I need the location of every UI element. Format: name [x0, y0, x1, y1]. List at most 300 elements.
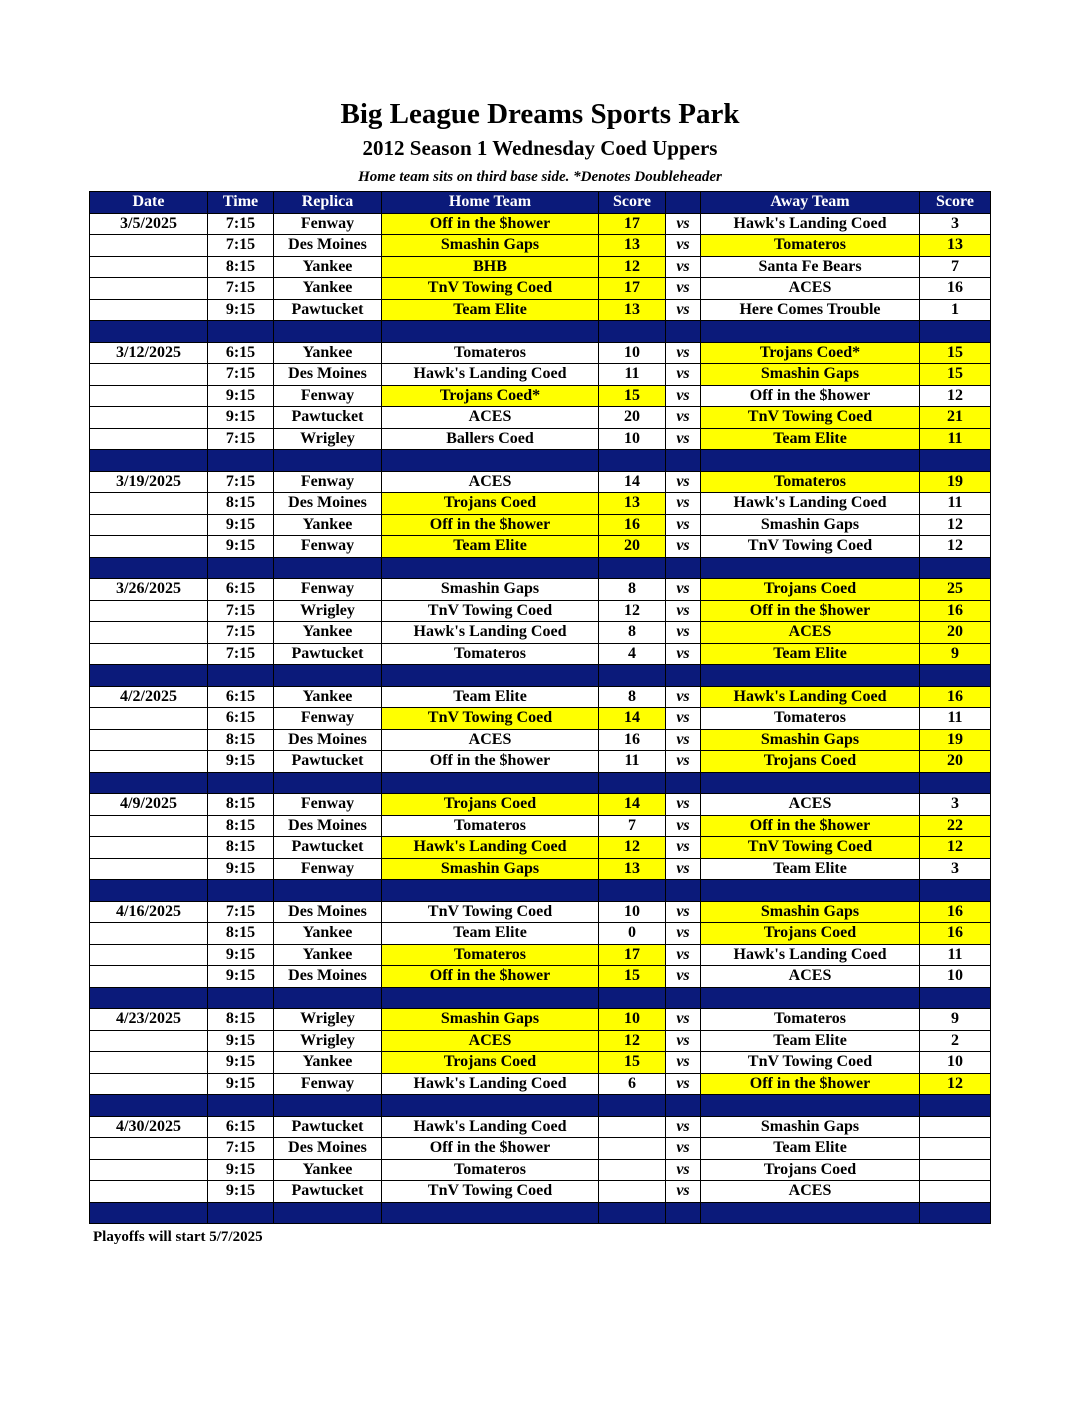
table-row	[90, 385, 991, 407]
home-team-cell: ACES	[382, 471, 599, 493]
replica-field-cell: Des Moines	[274, 1138, 382, 1160]
away-team-cell: Off in the $hower	[701, 385, 920, 407]
date-cell: 3/5/2025	[90, 213, 208, 235]
table-row	[90, 1073, 991, 1095]
separator-cell	[90, 1095, 208, 1117]
table-row	[90, 536, 991, 558]
home-team-cell: Smashin Gaps	[382, 1009, 599, 1031]
date-cell	[90, 278, 208, 300]
time-cell: 9:15	[208, 944, 274, 966]
home-team-cell: ACES	[382, 1030, 599, 1052]
vs-cell: vs	[666, 1181, 701, 1203]
table-row	[90, 643, 991, 665]
away-team-cell: Tomateros	[701, 1009, 920, 1031]
time-cell: 6:15	[208, 1116, 274, 1138]
table-row	[90, 794, 991, 816]
away-score-cell: 9	[920, 643, 991, 665]
replica-field-cell: Yankee	[274, 278, 382, 300]
home-team-cell: Team Elite	[382, 299, 599, 321]
time-cell: 7:15	[208, 622, 274, 644]
home-team-cell: Trojans Coed	[382, 493, 599, 515]
home-score-cell: 13	[599, 299, 666, 321]
home-score-cell: 10	[599, 1009, 666, 1031]
replica-field-cell: Wrigley	[274, 1009, 382, 1031]
separator-cell	[208, 987, 274, 1009]
table-row	[90, 901, 991, 923]
replica-field-cell: Fenway	[274, 536, 382, 558]
separator-cell	[90, 557, 208, 579]
replica-field-cell: Des Moines	[274, 235, 382, 257]
away-team-cell: Smashin Gaps	[701, 729, 920, 751]
separator-cell	[90, 665, 208, 687]
separator-cell	[274, 321, 382, 343]
separator-cell	[90, 321, 208, 343]
away-team-cell: Smashin Gaps	[701, 1116, 920, 1138]
away-team-cell: Off in the $hower	[701, 815, 920, 837]
table-row	[90, 278, 991, 300]
replica-field-cell: Yankee	[274, 256, 382, 278]
vs-cell: vs	[666, 385, 701, 407]
away-team-cell: Santa Fe Bears	[701, 256, 920, 278]
separator-cell	[666, 772, 701, 794]
vs-cell: vs	[666, 428, 701, 450]
away-team-cell: TnV Towing Coed	[701, 536, 920, 558]
time-cell: 7:15	[208, 643, 274, 665]
table-row	[90, 1052, 991, 1074]
away-team-cell: Trojans Coed	[701, 1159, 920, 1181]
home-score-cell: 15	[599, 1052, 666, 1074]
week-separator-row	[90, 880, 991, 902]
time-cell: 9:15	[208, 407, 274, 429]
away-team-cell: Team Elite	[701, 428, 920, 450]
separator-cell	[382, 1095, 599, 1117]
replica-field-cell: Fenway	[274, 794, 382, 816]
date-cell: 4/9/2025	[90, 794, 208, 816]
replica-field-cell: Fenway	[274, 1073, 382, 1095]
replica-field-cell: Wrigley	[274, 600, 382, 622]
home-score-cell: 17	[599, 278, 666, 300]
away-team-cell: Trojans Coed	[701, 751, 920, 773]
away-score-cell: 15	[920, 364, 991, 386]
time-cell: 7:15	[208, 364, 274, 386]
away-team-cell: Team Elite	[701, 1138, 920, 1160]
home-score-cell: 10	[599, 342, 666, 364]
table-row	[90, 579, 991, 601]
separator-cell	[920, 321, 991, 343]
date-cell	[90, 622, 208, 644]
time-cell: 8:15	[208, 729, 274, 751]
home-score-cell: 15	[599, 385, 666, 407]
separator-cell	[382, 557, 599, 579]
separator-cell	[274, 987, 382, 1009]
home-team-cell: Hawk's Landing Coed	[382, 837, 599, 859]
away-score-cell: 25	[920, 579, 991, 601]
table-row	[90, 235, 991, 257]
header-away-score: Score	[920, 192, 991, 214]
replica-field-cell: Yankee	[274, 944, 382, 966]
week-separator-row	[90, 1202, 991, 1224]
vs-cell: vs	[666, 342, 701, 364]
away-score-cell: 3	[920, 858, 991, 880]
header-replica: Replica	[274, 192, 382, 214]
date-cell	[90, 1138, 208, 1160]
separator-cell	[208, 665, 274, 687]
table-row	[90, 299, 991, 321]
home-score-cell: 10	[599, 901, 666, 923]
home-team-cell: TnV Towing Coed	[382, 1181, 599, 1203]
away-team-cell: Here Comes Trouble	[701, 299, 920, 321]
away-score-cell: 11	[920, 493, 991, 515]
separator-cell	[274, 880, 382, 902]
home-team-cell: Team Elite	[382, 536, 599, 558]
replica-field-cell: Des Moines	[274, 815, 382, 837]
time-cell: 7:15	[208, 1138, 274, 1160]
vs-cell: vs	[666, 407, 701, 429]
vs-cell: vs	[666, 729, 701, 751]
page-title: Big League Dreams Sports Park	[340, 98, 740, 130]
separator-cell	[274, 450, 382, 472]
table-row	[90, 622, 991, 644]
away-score-cell: 12	[920, 536, 991, 558]
separator-cell	[382, 1202, 599, 1224]
away-score-cell: 16	[920, 686, 991, 708]
separator-cell	[208, 321, 274, 343]
replica-field-cell: Yankee	[274, 622, 382, 644]
away-score-cell	[920, 1159, 991, 1181]
away-team-cell: TnV Towing Coed	[701, 1052, 920, 1074]
separator-cell	[208, 1095, 274, 1117]
time-cell: 7:15	[208, 278, 274, 300]
home-team-cell: ACES	[382, 729, 599, 751]
table-row	[90, 837, 991, 859]
vs-cell: vs	[666, 622, 701, 644]
home-team-cell: Off in the $hower	[382, 213, 599, 235]
schedule-body	[90, 213, 991, 1224]
home-score-cell	[599, 1181, 666, 1203]
replica-field-cell: Fenway	[274, 213, 382, 235]
away-team-cell: Team Elite	[701, 858, 920, 880]
date-cell: 3/12/2025	[90, 342, 208, 364]
table-row	[90, 256, 991, 278]
away-score-cell: 2	[920, 1030, 991, 1052]
vs-cell: vs	[666, 278, 701, 300]
date-cell	[90, 1073, 208, 1095]
time-cell: 9:15	[208, 1030, 274, 1052]
separator-cell	[208, 557, 274, 579]
separator-cell	[274, 557, 382, 579]
date-cell	[90, 815, 208, 837]
away-team-cell: Smashin Gaps	[701, 901, 920, 923]
table-row	[90, 1138, 991, 1160]
vs-cell: vs	[666, 858, 701, 880]
week-separator-row	[90, 1095, 991, 1117]
home-team-cell: Hawk's Landing Coed	[382, 622, 599, 644]
vs-cell: vs	[666, 1116, 701, 1138]
separator-cell	[920, 772, 991, 794]
time-cell: 9:15	[208, 858, 274, 880]
home-score-cell: 6	[599, 1073, 666, 1095]
home-score-cell	[599, 1138, 666, 1160]
away-team-cell: Tomateros	[701, 708, 920, 730]
date-cell	[90, 1159, 208, 1181]
week-separator-row	[90, 665, 991, 687]
separator-cell	[666, 987, 701, 1009]
date-cell: 3/26/2025	[90, 579, 208, 601]
date-cell	[90, 235, 208, 257]
vs-cell: vs	[666, 815, 701, 837]
table-row	[90, 815, 991, 837]
separator-cell	[382, 987, 599, 1009]
replica-field-cell: Des Moines	[274, 966, 382, 988]
time-cell: 9:15	[208, 1073, 274, 1095]
away-score-cell: 11	[920, 944, 991, 966]
vs-cell: vs	[666, 600, 701, 622]
separator-cell	[599, 987, 666, 1009]
date-cell	[90, 1181, 208, 1203]
away-team-cell: ACES	[701, 1181, 920, 1203]
replica-field-cell: Fenway	[274, 708, 382, 730]
date-cell	[90, 428, 208, 450]
date-cell	[90, 708, 208, 730]
home-team-cell: Tomateros	[382, 1159, 599, 1181]
time-cell: 9:15	[208, 536, 274, 558]
vs-cell: vs	[666, 944, 701, 966]
away-score-cell	[920, 1138, 991, 1160]
time-cell: 8:15	[208, 923, 274, 945]
separator-cell	[208, 880, 274, 902]
vs-cell: vs	[666, 686, 701, 708]
vs-cell: vs	[666, 256, 701, 278]
away-score-cell: 12	[920, 514, 991, 536]
week-separator-row	[90, 772, 991, 794]
away-team-cell: TnV Towing Coed	[701, 837, 920, 859]
table-row	[90, 514, 991, 536]
date-cell: 4/23/2025	[90, 1009, 208, 1031]
separator-cell	[701, 450, 920, 472]
away-score-cell: 20	[920, 622, 991, 644]
replica-field-cell: Yankee	[274, 342, 382, 364]
home-team-cell: Smashin Gaps	[382, 579, 599, 601]
home-team-cell: TnV Towing Coed	[382, 278, 599, 300]
week-separator-row	[90, 321, 991, 343]
home-score-cell: 14	[599, 471, 666, 493]
time-cell: 9:15	[208, 1181, 274, 1203]
away-score-cell	[920, 1116, 991, 1138]
table-row	[90, 1116, 991, 1138]
vs-cell: vs	[666, 708, 701, 730]
replica-field-cell: Fenway	[274, 579, 382, 601]
home-team-cell: BHB	[382, 256, 599, 278]
away-score-cell: 12	[920, 837, 991, 859]
table-row	[90, 751, 991, 773]
away-team-cell: Off in the $hower	[701, 1073, 920, 1095]
replica-field-cell: Pawtucket	[274, 407, 382, 429]
separator-cell	[274, 1095, 382, 1117]
away-score-cell: 13	[920, 235, 991, 257]
away-team-cell: Team Elite	[701, 643, 920, 665]
time-cell: 9:15	[208, 966, 274, 988]
away-team-cell: ACES	[701, 622, 920, 644]
away-score-cell: 16	[920, 901, 991, 923]
away-score-cell: 1	[920, 299, 991, 321]
time-cell: 7:15	[208, 471, 274, 493]
date-cell	[90, 536, 208, 558]
separator-cell	[90, 1202, 208, 1224]
separator-cell	[701, 880, 920, 902]
home-score-cell: 16	[599, 514, 666, 536]
table-row	[90, 1159, 991, 1181]
week-separator-row	[90, 557, 991, 579]
home-team-cell: Trojans Coed*	[382, 385, 599, 407]
home-score-cell	[599, 1159, 666, 1181]
home-team-cell: Tomateros	[382, 643, 599, 665]
vs-cell: vs	[666, 493, 701, 515]
vs-cell: vs	[666, 1052, 701, 1074]
date-cell	[90, 751, 208, 773]
away-score-cell: 11	[920, 708, 991, 730]
separator-cell	[666, 321, 701, 343]
separator-cell	[382, 321, 599, 343]
date-cell	[90, 923, 208, 945]
date-cell	[90, 364, 208, 386]
separator-cell	[920, 450, 991, 472]
time-cell: 7:15	[208, 428, 274, 450]
date-cell: 3/19/2025	[90, 471, 208, 493]
replica-field-cell: Des Moines	[274, 493, 382, 515]
away-score-cell: 7	[920, 256, 991, 278]
time-cell: 8:15	[208, 794, 274, 816]
table-row	[90, 1181, 991, 1203]
time-cell: 8:15	[208, 493, 274, 515]
replica-field-cell: Wrigley	[274, 428, 382, 450]
separator-cell	[920, 557, 991, 579]
home-team-cell: Off in the $hower	[382, 1138, 599, 1160]
vs-cell: vs	[666, 1138, 701, 1160]
home-score-cell: 8	[599, 579, 666, 601]
home-team-cell: Tomateros	[382, 944, 599, 966]
date-cell	[90, 858, 208, 880]
separator-cell	[920, 1095, 991, 1117]
time-cell: 9:15	[208, 1052, 274, 1074]
home-score-cell: 0	[599, 923, 666, 945]
away-score-cell: 15	[920, 342, 991, 364]
away-team-cell: Trojans Coed*	[701, 342, 920, 364]
home-team-cell: TnV Towing Coed	[382, 600, 599, 622]
separator-cell	[599, 880, 666, 902]
home-team-note: Home team sits on third base side. *Denotes Doubleheader	[358, 169, 722, 185]
away-team-cell: Hawk's Landing Coed	[701, 213, 920, 235]
separator-cell	[666, 665, 701, 687]
date-cell: 4/2/2025	[90, 686, 208, 708]
table-row	[90, 364, 991, 386]
table-row	[90, 708, 991, 730]
away-score-cell: 10	[920, 1052, 991, 1074]
separator-cell	[701, 665, 920, 687]
separator-cell	[208, 772, 274, 794]
away-team-cell: TnV Towing Coed	[701, 407, 920, 429]
away-team-cell: Hawk's Landing Coed	[701, 686, 920, 708]
separator-cell	[90, 772, 208, 794]
table-row	[90, 342, 991, 364]
date-cell: 4/16/2025	[90, 901, 208, 923]
home-score-cell: 20	[599, 407, 666, 429]
date-cell	[90, 600, 208, 622]
home-team-cell: Smashin Gaps	[382, 235, 599, 257]
separator-cell	[599, 321, 666, 343]
separator-cell	[382, 665, 599, 687]
home-score-cell: 11	[599, 364, 666, 386]
time-cell: 7:15	[208, 901, 274, 923]
time-cell: 6:15	[208, 686, 274, 708]
separator-cell	[599, 557, 666, 579]
date-cell	[90, 407, 208, 429]
header-home-team: Home Team	[382, 192, 599, 214]
home-score-cell: 12	[599, 837, 666, 859]
away-score-cell: 16	[920, 600, 991, 622]
time-cell: 6:15	[208, 579, 274, 601]
time-cell: 8:15	[208, 1009, 274, 1031]
home-team-cell: Off in the $hower	[382, 751, 599, 773]
home-score-cell: 17	[599, 944, 666, 966]
vs-cell: vs	[666, 1073, 701, 1095]
vs-cell: vs	[666, 235, 701, 257]
replica-field-cell: Des Moines	[274, 729, 382, 751]
home-score-cell: 8	[599, 686, 666, 708]
time-cell: 9:15	[208, 514, 274, 536]
away-score-cell: 20	[920, 751, 991, 773]
time-cell: 9:15	[208, 385, 274, 407]
home-team-cell: ACES	[382, 407, 599, 429]
replica-field-cell: Yankee	[274, 514, 382, 536]
home-team-cell: Tomateros	[382, 815, 599, 837]
home-team-cell: Off in the $hower	[382, 514, 599, 536]
replica-field-cell: Fenway	[274, 385, 382, 407]
separator-cell	[599, 772, 666, 794]
table-row	[90, 213, 991, 235]
away-score-cell: 3	[920, 213, 991, 235]
home-team-cell: Hawk's Landing Coed	[382, 364, 599, 386]
separator-cell	[666, 1095, 701, 1117]
header-vs	[666, 192, 701, 214]
replica-field-cell: Pawtucket	[274, 751, 382, 773]
home-score-cell: 14	[599, 708, 666, 730]
header-away-team: Away Team	[701, 192, 920, 214]
away-team-cell: Smashin Gaps	[701, 364, 920, 386]
home-score-cell: 10	[599, 428, 666, 450]
home-score-cell: 16	[599, 729, 666, 751]
separator-cell	[382, 450, 599, 472]
time-cell: 7:15	[208, 213, 274, 235]
home-team-cell: TnV Towing Coed	[382, 708, 599, 730]
away-team-cell: Off in the $hower	[701, 600, 920, 622]
home-team-cell: Trojans Coed	[382, 1052, 599, 1074]
time-cell: 8:15	[208, 256, 274, 278]
separator-cell	[666, 1202, 701, 1224]
away-score-cell: 16	[920, 278, 991, 300]
separator-cell	[208, 1202, 274, 1224]
away-score-cell: 11	[920, 428, 991, 450]
home-team-cell: Hawk's Landing Coed	[382, 1116, 599, 1138]
header-time: Time	[208, 192, 274, 214]
separator-cell	[382, 880, 599, 902]
home-score-cell: 12	[599, 256, 666, 278]
separator-cell	[920, 880, 991, 902]
week-separator-row	[90, 987, 991, 1009]
replica-field-cell: Pawtucket	[274, 837, 382, 859]
home-team-cell: Tomateros	[382, 342, 599, 364]
table-row	[90, 407, 991, 429]
separator-cell	[701, 1202, 920, 1224]
